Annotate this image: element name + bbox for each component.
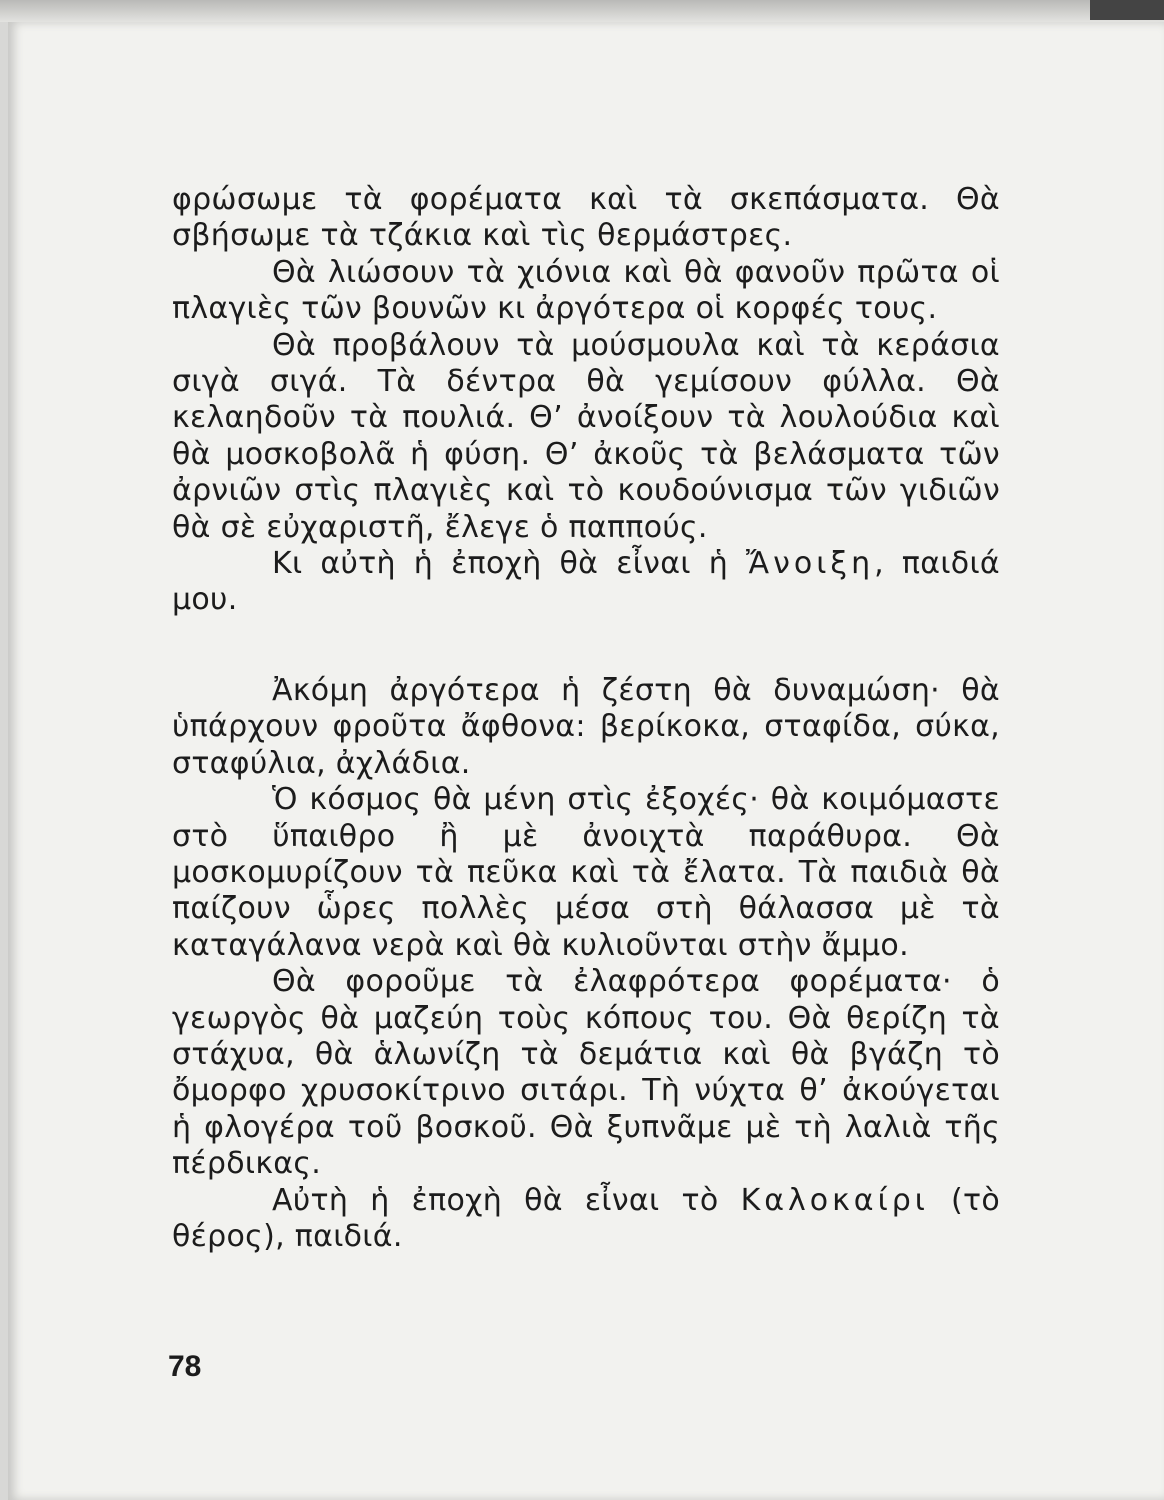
paragraph-heat: Ἀκόμη ἀργότερα ἡ ζέστη θὰ δυναμώση· θὰ ὑπάρχουν φροῦτα ἄφθονα: βερίκοκα, σταφίδα, σύκα, σταφύλια, ἀχλάδια.	[172, 672, 1000, 781]
paragraph-clothes: φρώσωμε τὰ φορέματα καὶ τὰ σκεπάσματα. Θὰ σβήσωμε τὰ τζάκια καὶ τὶς θερμάστρες.	[172, 182, 1000, 254]
spring-sentence-end: , παιδιά μου.	[172, 546, 1000, 618]
scan-corner-mark	[1090, 0, 1164, 20]
summer-sentence-start: Αὐτὴ ἡ ἐποχὴ θὰ εἶναι τὸ	[272, 1182, 741, 1218]
paragraph-countryside: Ὁ κόσμος θὰ μένη στὶς ἐξοχές· θὰ κοιμόμαστε στὸ ὕπαιθρο ἢ μὲ ἀνοιχτὰ παράθυρα. Θὰ μοσκομυρίζουν τὰ πεῦκα καὶ τὰ ἔλατα. Τὰ παιδιὰ θὰ παίζουν ὧρες πολλὲς μέσα στὴ θάλασσα μὲ τὰ καταγάλανα νερὰ καὶ θὰ κυλιοῦνται στὴν ἄμμο.	[172, 782, 1000, 963]
page-number: 78	[168, 1350, 202, 1383]
season-name-spring: Ἄνοιξη	[746, 546, 875, 582]
paragraph-summer	[172, 1183, 1000, 1256]
paragraph-blossoms: Θὰ προβάλουν τὰ μούσμουλα καὶ τὰ κεράσια σιγὰ σιγά. Τὰ δέντρα θὰ γεμίσουν φύλλα. Θὰ κελαηδοῦν τὰ πουλιά. Θ’ ἀνοίξουν τὰ λουλούδια καὶ θὰ μοσκοβολᾶ ἡ φύση. Θ’ ἀκοῦς τὰ βελάσματα τῶν ἀρνιῶν στὶς πλαγιὲς καὶ τὸ κουδούνισμα τῶν γιδιῶν θὰ σὲ εὐχαριστῆ, ἔλεγε ὁ παππούς.	[172, 327, 1000, 545]
section-gap	[172, 619, 1000, 673]
paragraph-snow: Θὰ λιώσουν τὰ χιόνια καὶ θὰ φανοῦν πρῶτα οἱ πλαγιὲς τῶν βουνῶν κι ἀργότερα οἱ κορφές τους.	[172, 254, 1000, 327]
season-name-summer: Καλοκαίρι	[740, 1182, 929, 1218]
scan-top-shadow	[0, 0, 1164, 22]
paragraph-harvest: Θὰ φοροῦμε τὰ ἐλαφρότερα φορέματα· ὁ γεωργὸς θὰ μαζεύη τοὺς κόπους του. Θὰ θερίζη τὰ στάχυα, θὰ ἁλωνίζη τὰ δεμάτια καὶ θὰ βγάζη τὸ ὄμορφο χρυσοκίτρινο σιτάρι. Τὴ νύχτα θ’ ἀκούγεται ἡ φλογέρα τοῦ βοσκοῦ. Θὰ ξυπνᾶμε μὲ τὴ λαλιὰ τῆς πέρδικας.	[172, 964, 1000, 1182]
spring-sentence-start: Κι αὐτὴ ἡ ἐποχὴ θὰ εἶναι ἡ	[272, 546, 747, 582]
paragraph-spring	[172, 546, 1000, 619]
page-text	[172, 182, 1000, 1255]
summer-sentence-end: (τὸ θέρος), παιδιά.	[172, 1182, 1000, 1254]
